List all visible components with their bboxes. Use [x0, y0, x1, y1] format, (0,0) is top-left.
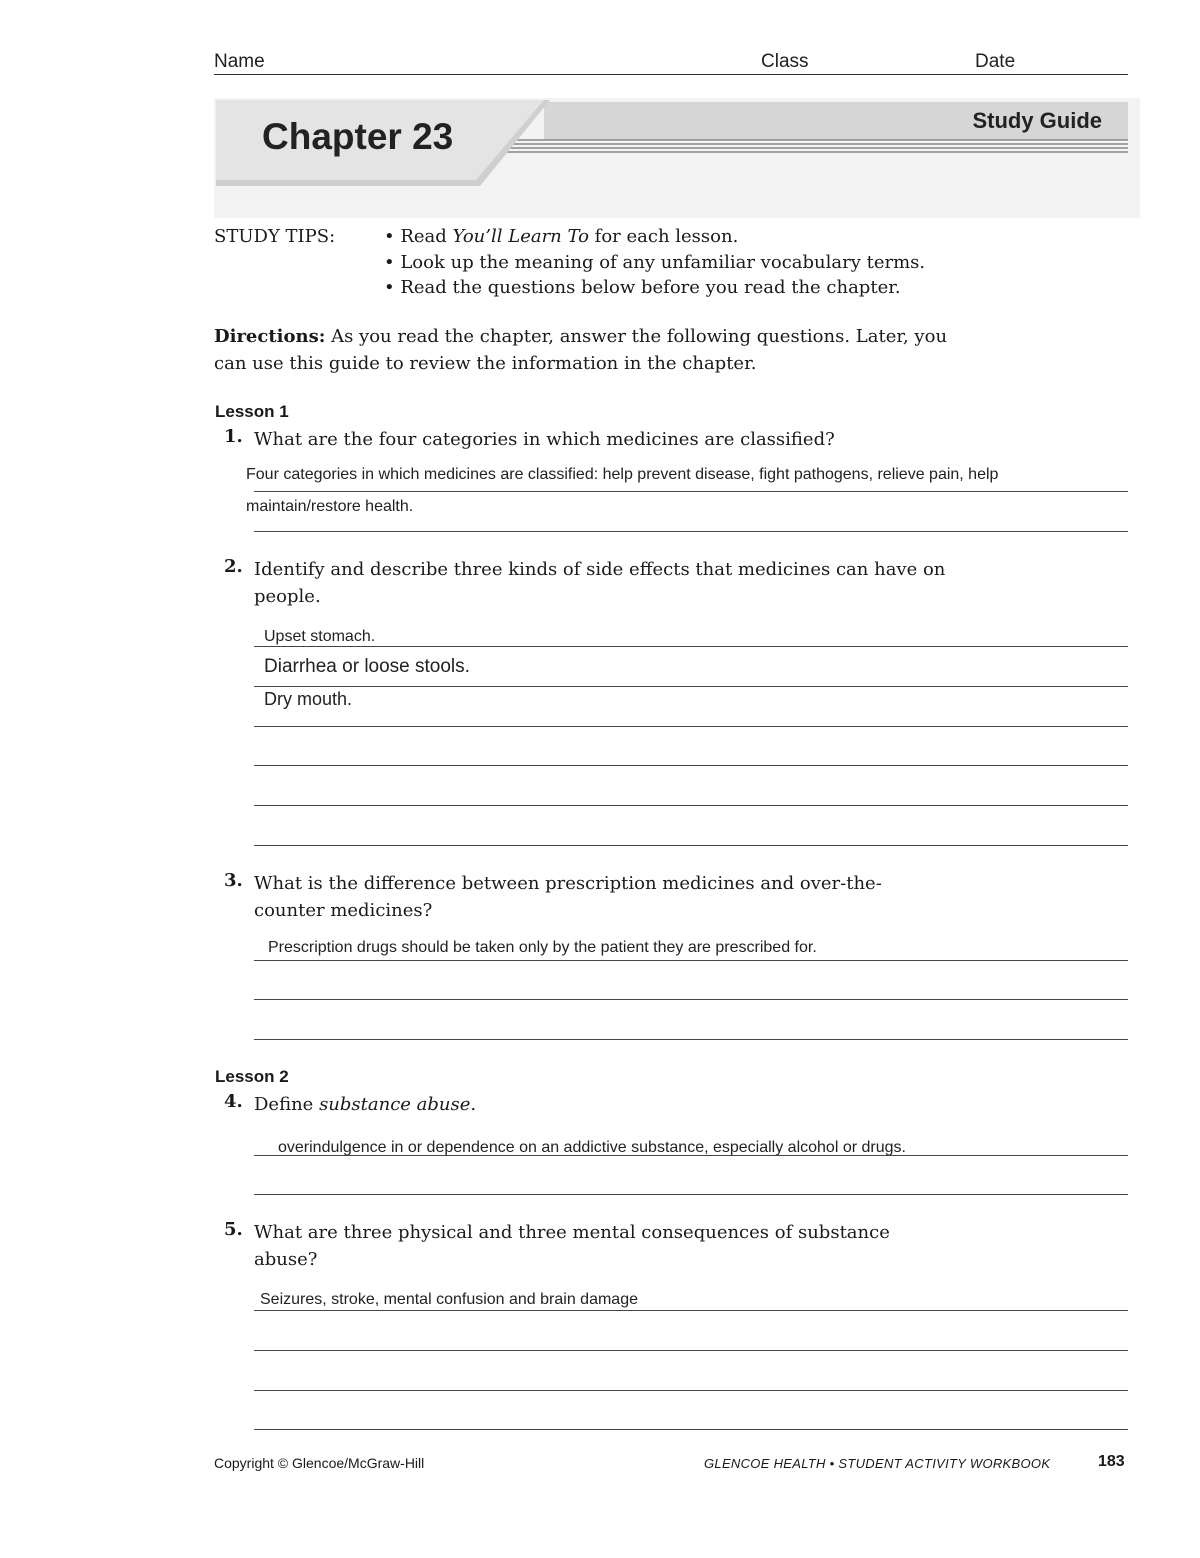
answer-rule: [254, 686, 1128, 687]
answer-rule: [254, 726, 1128, 727]
answer-2-line-2: Diarrhea or loose stools.: [264, 656, 470, 677]
answer-rule: [254, 531, 1128, 532]
directions: Directions: As you read the chapter, answer the following questions. Later, you can use this guide to review the information in the chapter.: [214, 326, 948, 374]
question-number: 5.: [224, 1219, 243, 1240]
question-5-text: What are three physical and three mental consequences of substance abuse?: [254, 1222, 890, 1270]
answer-rule: [254, 845, 1128, 846]
class-label: Class: [761, 51, 809, 72]
answer-rule: [254, 1194, 1128, 1195]
study-tip-3: • Read the questions below before you read the chapter.: [384, 277, 901, 298]
answer-rule: [254, 1310, 1128, 1311]
name-label: Name: [214, 51, 265, 72]
answer-rule: [254, 1039, 1128, 1040]
page-number: 183: [1098, 1453, 1125, 1470]
answer-2-line-3: Dry mouth.: [264, 689, 353, 709]
header-rule: [214, 74, 1128, 75]
lesson-1-heading: Lesson 1: [215, 402, 289, 421]
question-3-text: What is the difference between prescription medicines and over-the-counter medicines?: [254, 873, 882, 921]
answer-rule: [254, 1155, 1128, 1156]
date-label: Date: [975, 51, 1016, 72]
answer-rule: [254, 765, 1128, 766]
study-tip-1: • Read You’ll Learn To for each lesson.: [384, 226, 739, 247]
answer-2-line-1: Upset stomach.: [264, 628, 376, 645]
study-guide-label: Study Guide: [972, 108, 1102, 133]
answer-rule: [254, 1350, 1128, 1351]
answer-rule: [254, 1429, 1128, 1430]
study-tip-2: • Look up the meaning of any unfamiliar vocabulary terms.: [384, 252, 926, 273]
answer-3-line-1: Prescription drugs should be taken only by the patient they are prescribed for.: [268, 939, 817, 956]
answer-rule: [254, 491, 1128, 492]
answer-1-line-1: Four categories in which medicines are classified: help prevent disease, fight pathogens, relieve pain, help: [246, 466, 999, 483]
question-number: 4.: [224, 1091, 243, 1112]
answer-rule: [254, 1390, 1128, 1391]
question-number: 2.: [224, 556, 243, 577]
answer-5-line-1: Seizures, stroke, mental confusion and brain damage: [260, 1291, 638, 1308]
answer-rule: [254, 646, 1128, 647]
answer-rule: [254, 805, 1128, 806]
answer-4-line-1: overindulgence in or dependence on an addictive substance, especially alcohol or drugs.: [278, 1139, 906, 1156]
answer-rule: [254, 999, 1128, 1000]
study-tips-label: STUDY TIPS:: [214, 226, 336, 247]
question-number: 3.: [224, 870, 243, 891]
copyright-notice: Copyright © Glencoe/McGraw-Hill: [214, 1455, 425, 1471]
question-4-text: Define substance abuse.: [254, 1094, 477, 1115]
book-title: GLENCOE HEALTH • STUDENT ACTIVITY WORKBOOK: [704, 1456, 1051, 1471]
question-number: 1.: [224, 426, 243, 447]
question-2-text: Identify and describe three kinds of side effects that medicines can have on people.: [254, 559, 946, 607]
lesson-2-heading: Lesson 2: [215, 1067, 289, 1086]
question-1-text: What are the four categories in which medicines are classified?: [254, 429, 835, 450]
answer-1-line-2: maintain/restore health.: [246, 498, 414, 515]
answer-rule: [254, 960, 1128, 961]
chapter-title: Chapter 23: [262, 116, 454, 157]
